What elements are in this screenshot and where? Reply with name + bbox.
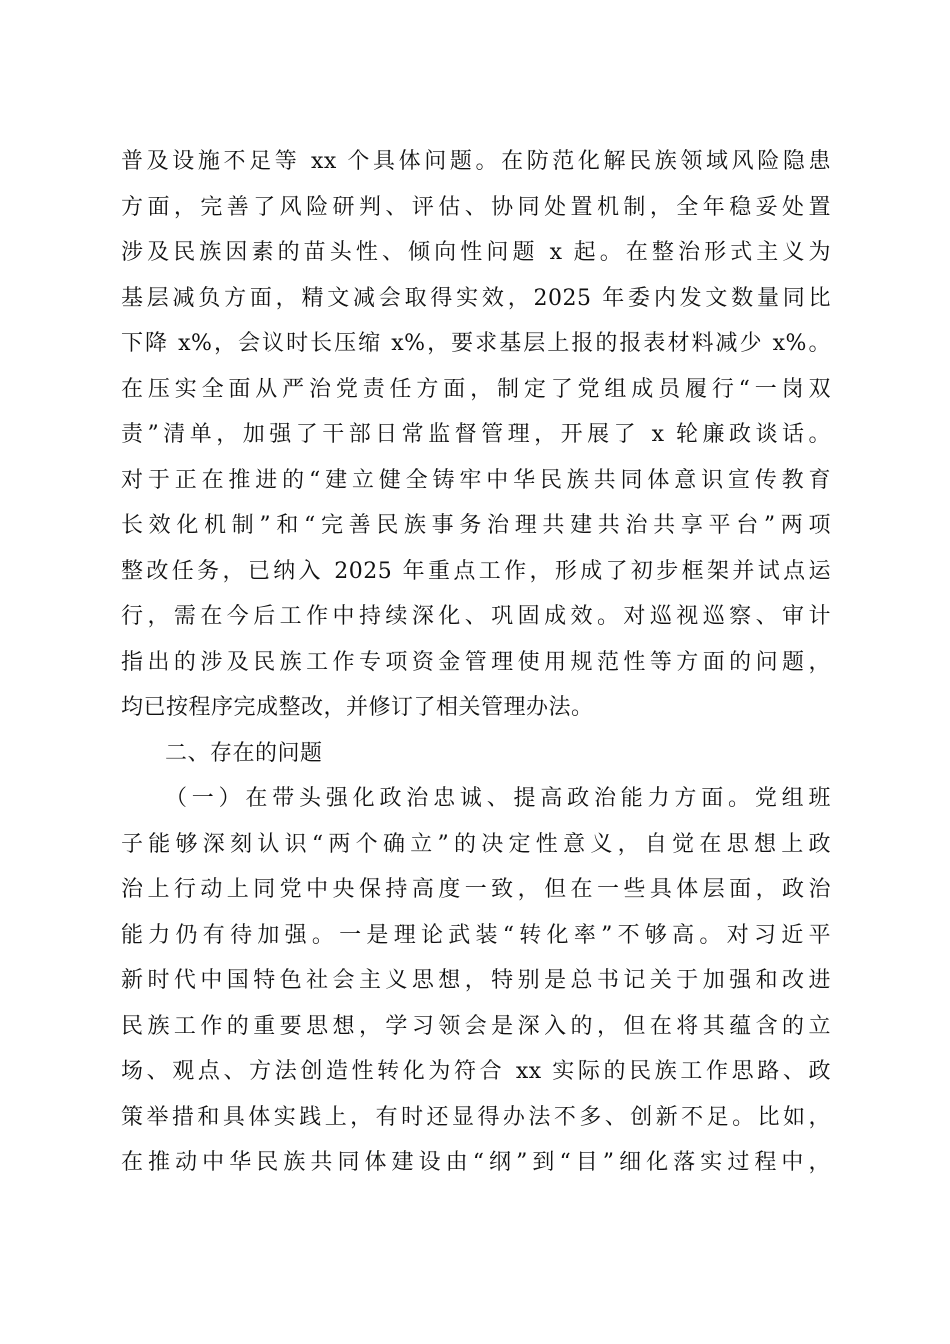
body-line: 责”清单，加强了干部日常监督管理，开展了 x 轮廉政谈话。 (121, 422, 831, 447)
section-heading: 二、存在的问题 (165, 741, 323, 766)
body-line: 均已按程序完成整改，并修订了相关管理办法。 (121, 695, 594, 720)
body-line: 整改任务，已纳入 2025 年重点工作，形成了初步框架并试点运 (121, 559, 831, 584)
body-line: 行，需在今后工作中持续深化、巩固成效。对巡视巡察、审计 (121, 604, 831, 629)
body-line: 策举措和具体实践上，有时还显得办法不多、创新不足。比如， (121, 1105, 831, 1130)
body-line: 在压实全面从严治党责任方面，制定了党组成员履行“一岗双 (121, 377, 831, 402)
body-line: 基层减负方面，精文减会取得实效，2025 年委内发文数量同比 (121, 286, 831, 311)
body-line: 在推动中华民族共同体建设由“纲”到“目”细化落实过程中， (121, 1150, 831, 1175)
body-line: 子能够深刻认识“两个确立”的决定性意义，自觉在思想上政 (121, 832, 831, 857)
body-line: 民族工作的重要思想，学习领会是深入的，但在将其蕴含的立 (121, 1014, 831, 1039)
body-line: 长效化机制”和“完善民族事务治理共建共治共享平台”两项 (121, 513, 831, 538)
body-line: 场、观点、方法创造性转化为符合 xx 实际的民族工作思路、政 (121, 1059, 831, 1084)
body-line: 普及设施不足等 xx 个具体问题。在防范化解民族领域风险隐患 (121, 149, 831, 174)
body-line: 涉及民族因素的苗头性、倾向性问题 x 起。在整治形式主义为 (121, 240, 831, 265)
sub-heading-continuation: 党组班 (754, 786, 831, 811)
body-line: 新时代中国特色社会主义思想，特别是总书记关于加强和改进 (121, 968, 831, 993)
body-line: 下降 x%，会议时长压缩 x%，要求基层上报的报表材料减少 x%。 (121, 331, 831, 356)
sub-heading-line (165, 779, 831, 819)
body-line: 治上行动上同党中央保持高度一致，但在一些具体层面，政治 (121, 877, 831, 902)
body-line: 方面，完善了风险研判、评估、协同处置机制，全年稳妥处置 (121, 195, 831, 220)
body-line: 对于正在推进的“建立健全铸牢中华民族共同体意识宣传教育 (121, 468, 831, 493)
sub-heading-title: （一）在带头强化政治忠诚、提高政治能力方面。 (165, 786, 755, 811)
body-line: 指出的涉及民族工作专项资金管理使用规范性等方面的问题， (121, 650, 831, 675)
body-line: 能力仍有待加强。一是理论武装“转化率”不够高。对习近平 (121, 923, 831, 948)
